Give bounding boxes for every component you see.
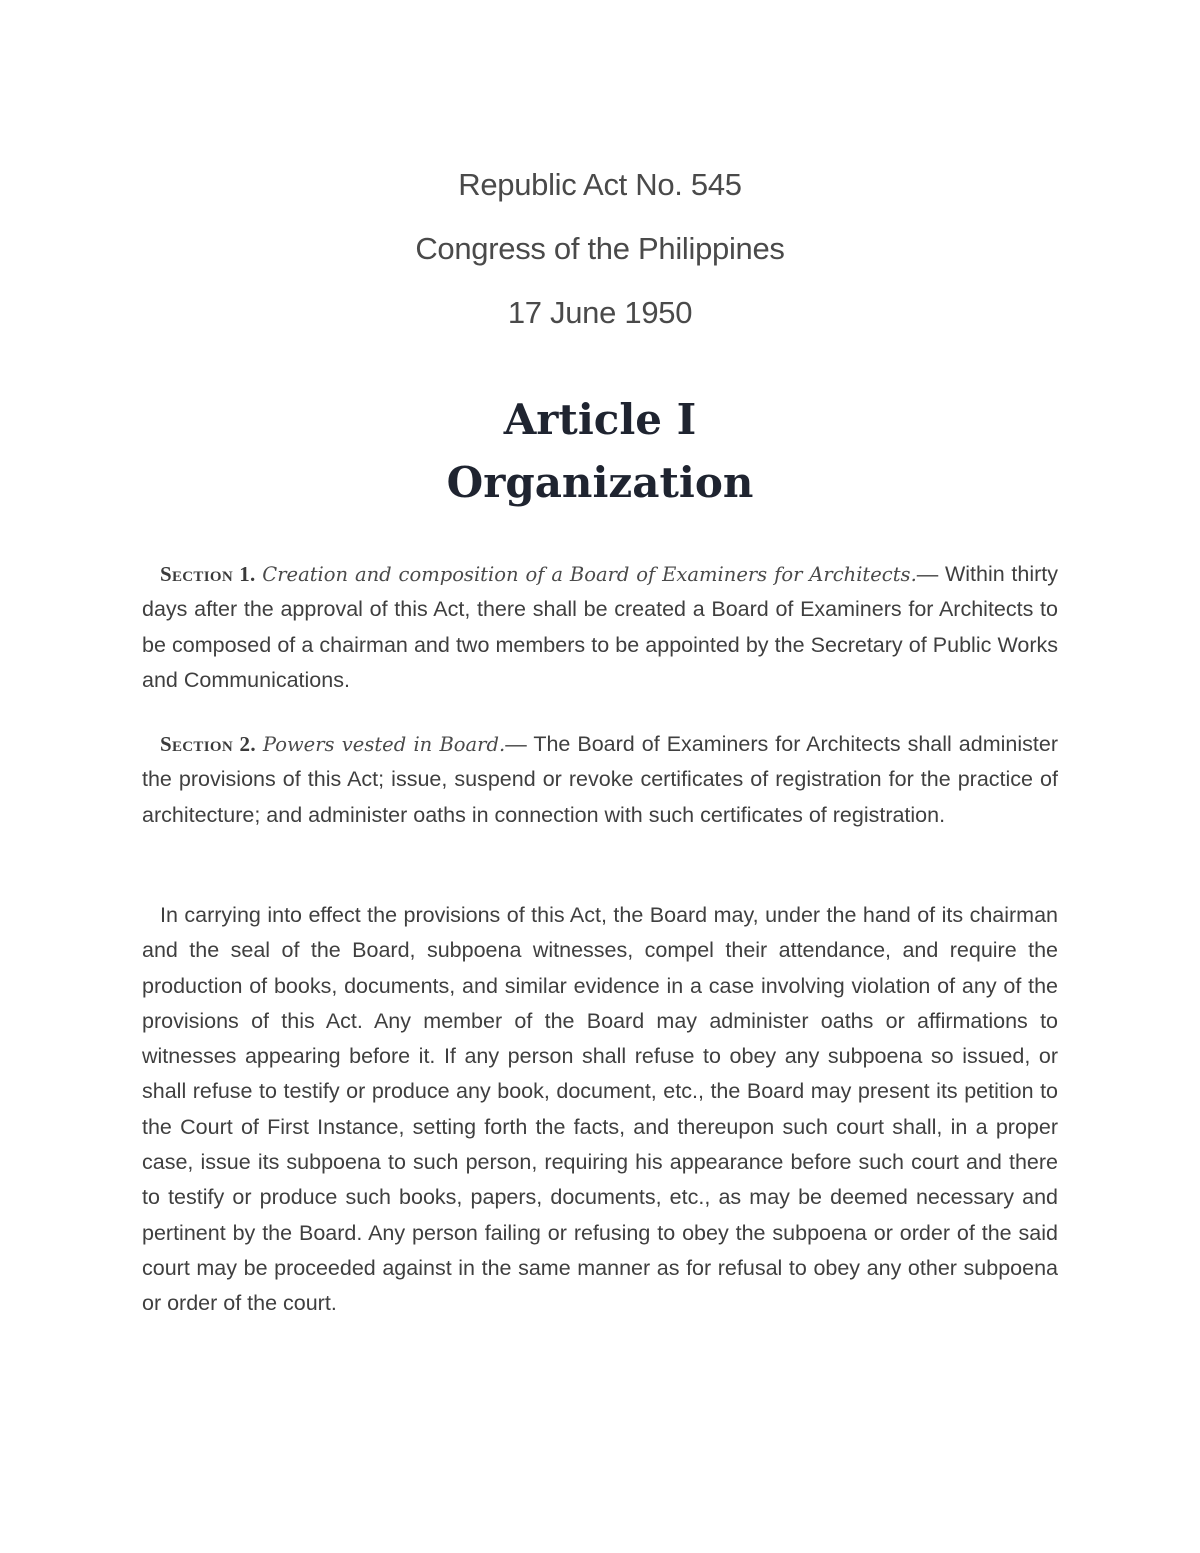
congress-heading: Congress of the Philippines [415, 231, 785, 266]
section-2-continuation-paragraph [142, 898, 1058, 1322]
section-1-label: Section 1. [160, 562, 256, 586]
section-2-title: Powers vested in Board. [262, 733, 506, 756]
enactment-date: 17 June 1950 [507, 295, 693, 330]
continuation-text: In carrying into effect the provisions of this Act, the Board may, under the hand of its chairman and the seal of the Board, subpoena witnesses, compel their attendance, and require the production of books, documents, and similar evidence in a case involving violation of any of the provisions of this Act. Any member of the Board may administer oaths or affirmations to witnesses appearing before it. If any person shall refuse to obey any subpoena so issued, or shall refuse to testify or produce any book, document, etc., the Board may present its petition to the Court of First Instance, setting forth the facts, and thereupon such court shall, in a proper case, issue its subpoena to such person, requiring his appearance before such court and there to testify or produce such books, papers, documents, etc., as may be deemed necessary and pertinent by the Board. Any person failing or refusing to obey the subpoena or order of the said court may be proceeded against in the same manner as for refusal to obey any other subpoena or order of the court. [142, 903, 1058, 1316]
article-number: Article I [503, 395, 697, 444]
section-1-text: Within thirty days after the approval of this Act, there shall be created a Board of Examiners for Architects to be composed of a chairman and two members to be appointed by the Secretary of Public Works and Communications. [142, 562, 1058, 692]
section-2-label: Section 2. [160, 732, 256, 756]
section-1-title: Creation and composition of a Board of Examiners for Architects. [262, 563, 917, 586]
section-2-paragraph [142, 727, 1058, 833]
article-title: Organization [446, 458, 754, 507]
section-2-dash: — [505, 732, 534, 756]
section-1-dash: — [916, 562, 945, 586]
act-number-heading: Republic Act No. 545 [458, 167, 742, 202]
section-1-paragraph [142, 557, 1058, 698]
section-2-text: The Board of Examiners for Architects shall administer the provisions of this Act; issue, suspend or revoke certificates of registration for the practice of architecture; and administer oaths in connection with such certificates of registration. [142, 732, 1058, 827]
